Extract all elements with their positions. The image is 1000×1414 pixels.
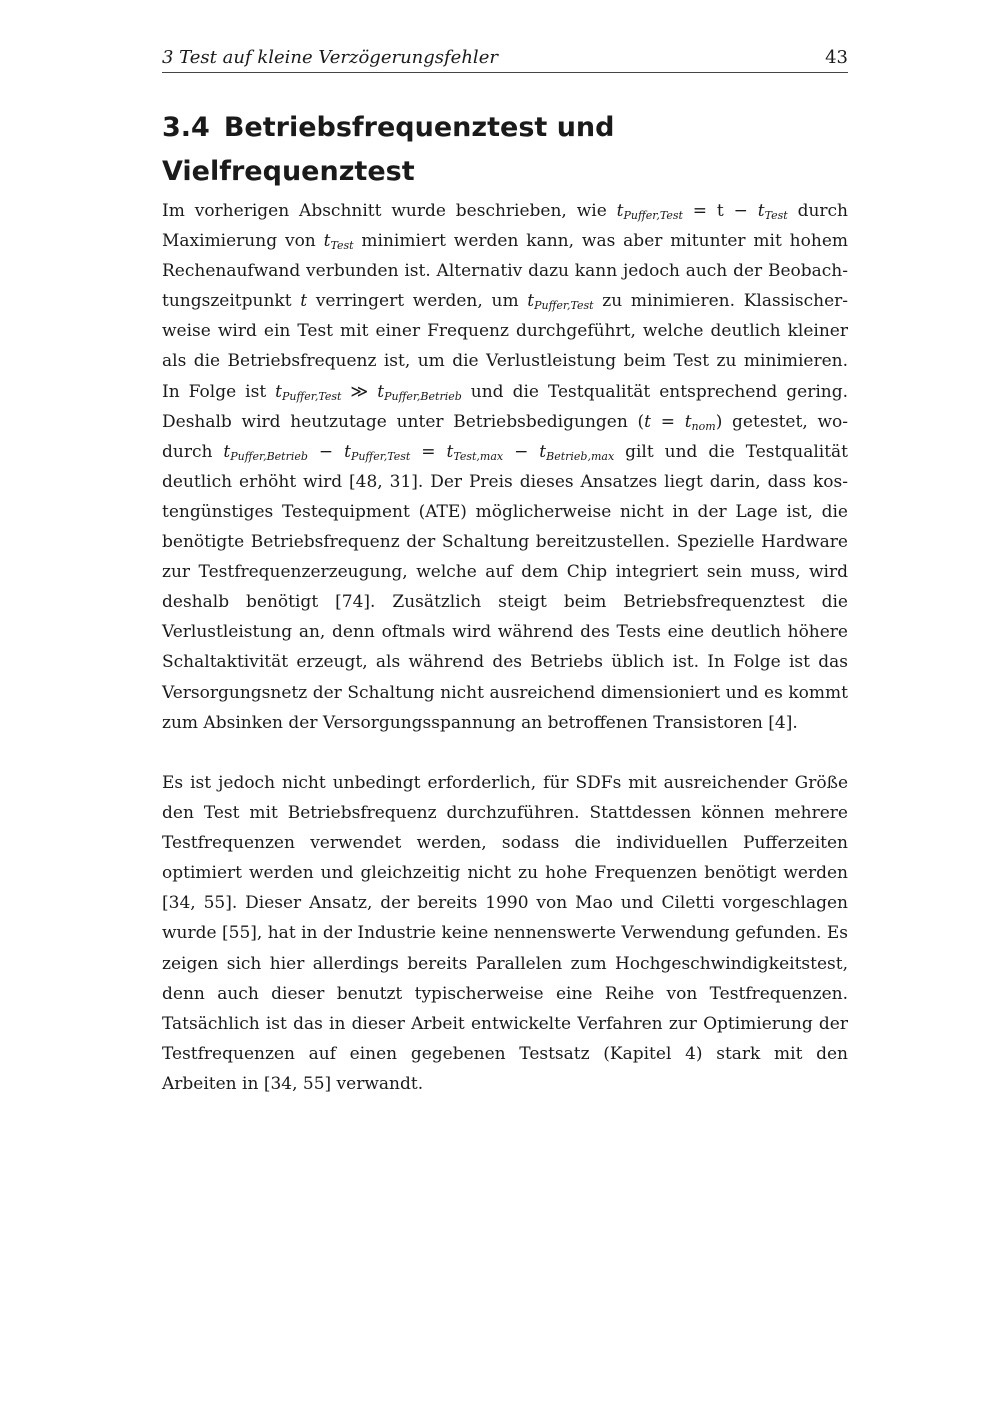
text-run: = (651, 411, 685, 432)
math-symbol: $t_{Puffer,Betrieb}$ (377, 381, 462, 403)
section-title: Betriebsfrequenztest und Vielfrequenztest (162, 112, 615, 187)
text-run: = (410, 441, 447, 462)
math-symbol: $t_{Test}$ (323, 231, 354, 253)
text-run: gilt und die Testqualität deutlich erhöht wird [48, 31]. Der Preis dieses Ansatzes liegt darin, dass kostengünstiges Testequipment (ATE) möglicherweise nicht in der Lage ist, die benötigte Betriebsfrequenz der Schaltung bereitzustellen. Spezielle Hardware zur Testfrequenzerzeugung, welche auf dem Chip integriert sein muss, wird deshalb benötigt [74]. Zusätzlich steigt beim Betriebsfrequenztest die Verlustleistung an, denn oftmals wird während des Tests eine deutlich höhere Schaltaktivität erzeugt, als während des Betriebs üblich ist. In Folge ist das Versorgungsnetz der Schaltung nicht ausreichend dimensioniert und es kommt zum Absinken der Versorgungsspannung an betroffenen Transistoren [4]. (162, 441, 849, 733)
math-symbol: $t_{Test,max}$ (446, 441, 504, 463)
math-symbol: $t_{Puffer,Test}$ (616, 201, 683, 222)
text-run: − (307, 441, 345, 462)
text-run: durch Maximierung von (162, 201, 849, 252)
math-symbol: t (644, 411, 651, 432)
text-run: ≫ (341, 381, 378, 402)
math-symbol: $t_{nom}$ (684, 411, 716, 433)
text-run: Im vorherigen Abschnitt wurde beschrieben, wie (162, 201, 617, 221)
text-run: und die Testqualität entsprechend gering. Deshalb wird heutzutage unter Betriebsbedigungen ( (162, 381, 848, 432)
math-symbol: $t_{Test}$ (757, 201, 788, 222)
math-symbol: $t_{Puffer,Test}$ (344, 441, 411, 463)
math-symbol: t (300, 291, 308, 312)
math-symbol: $t_{Puffer,Test}$ (275, 381, 342, 403)
paragraph-2: Es ist jedoch nicht unbedingt erforderlich, für SDFs mit ausreichender Größe den Test mit Betriebsfrequenz durchzuführen. Stattdessen können mehrere Testfrequenzen verwendet werden, sodass die individuellen Pufferzeiten optimiert werden und gleichzeitig nicht zu hohe Frequenzen benötigt werden [34, 55]. Dieser Ansatz, der bereits 1990 von Mao und Ciletti vorgeschlagen wurde [55], hat in der Industrie keine nennenswerte Verwendung gefunden. Es zeigen sich hier allerdings bereits Parallelen zum Hochgeschwindigkeitstest, denn auch dieser benutzt typischerweise eine Reihe von Testfrequenzen. Tatsächlich ist das in dieser Arbeit entwickelte Verfahren zur Optimierung der Testfrequenzen auf einen gegebenen Testsatz (Kapitel 4) stark mit den Arbeiten in [34, 55] verwandt. (162, 773, 848, 1094)
text-run: minimiert werden kann, was aber mitunter mit hohem Rechenaufwand verbunden ist. Alternativ dazu kann jedoch auch der Beobachtungszeitpunkt (162, 231, 848, 312)
paragraph-1 (162, 196, 848, 738)
section-number: 3.4 (162, 112, 210, 143)
running-header (162, 46, 848, 73)
text-run: verringert werden, um (307, 291, 528, 312)
section-heading (162, 106, 862, 194)
page-number: 43 (825, 47, 848, 68)
text-run: ) getestet, wodurch (162, 411, 848, 462)
text-run: zu minimieren. Klassischerweise wird ein Test mit einer Frequenz durchgeführt, welche deutlich kleiner als die Betriebsfrequenz ist, um die Verlustleistung beim Test zu minimieren. In Folge ist (162, 291, 849, 402)
text-run: = t − (682, 201, 758, 221)
math-symbol: $t_{Betrieb,max}$ (539, 441, 615, 463)
math-symbol: $t_{Puffer,Betrieb}$ (223, 441, 308, 463)
chapter-title: 3 Test auf kleine Verzögerungsfehler (162, 47, 498, 68)
math-symbol: $t_{Puffer,Test}$ (527, 291, 594, 313)
text-run: − (503, 441, 540, 462)
